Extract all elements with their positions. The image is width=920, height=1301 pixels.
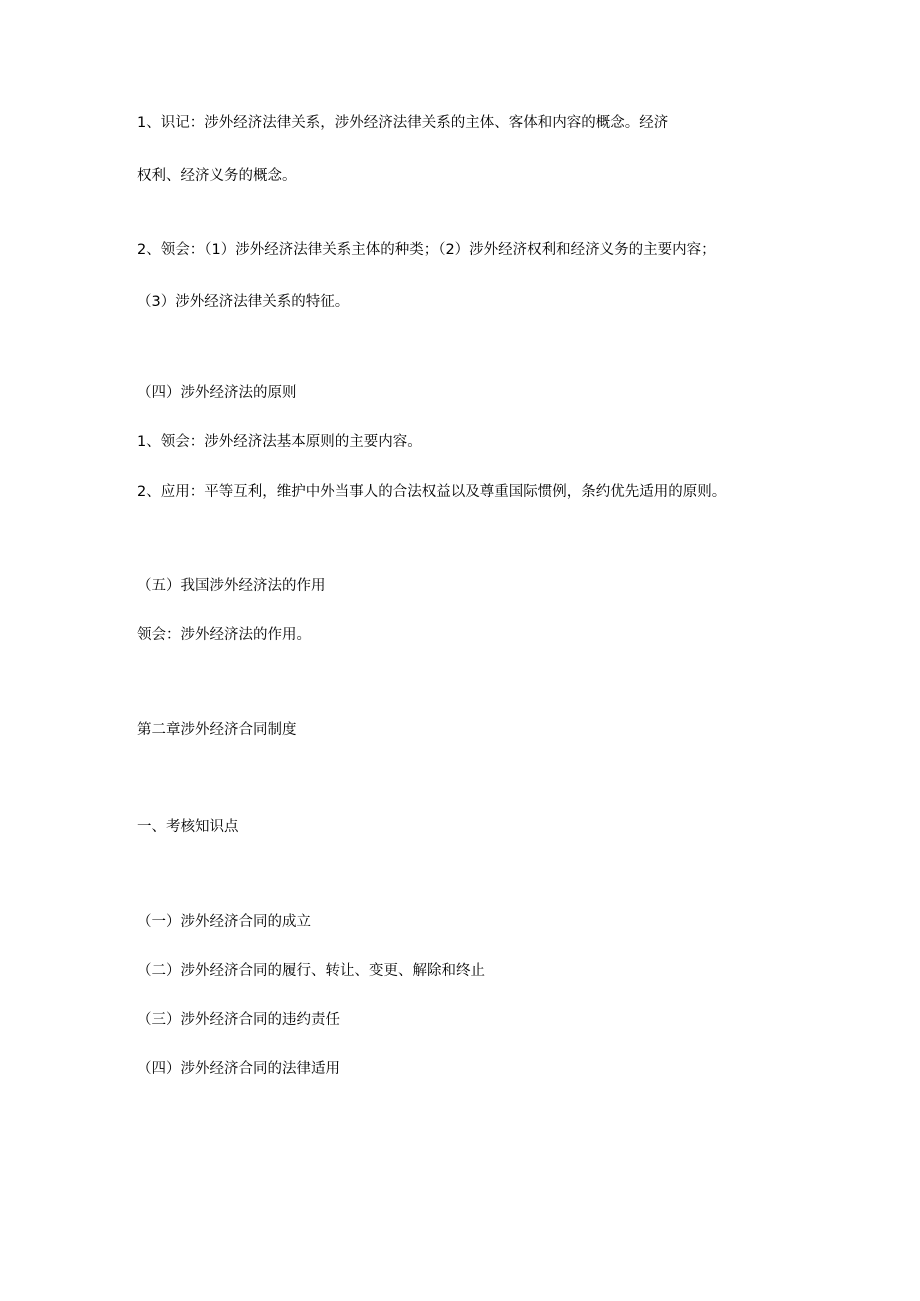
section-heading-knowledge-points: 一、考核知识点 (137, 819, 239, 835)
chapter-heading: 第二章涉外经济合同制度 (137, 722, 297, 738)
text-line-principles-comprehend: 1、领会：涉外经济法基本原则的主要内容。 (137, 434, 422, 450)
list-item-formation: （一）涉外经济合同的成立 (137, 914, 311, 930)
text-line-comprehend: 2、领会：（1）涉外经济法律关系主体的种类；（2）涉外经济权利和经济义务的主要内容； (137, 242, 716, 258)
list-item-performance: （二）涉外经济合同的履行、转让、变更、解除和终止 (137, 963, 485, 979)
section-heading-role: （五）我国涉外经济法的作用 (137, 578, 326, 594)
text-line-principles-apply: 2、应用：平等互利，维护中外当事人的合法权益以及尊重国际惯例，条约优先适用的原则。 (137, 484, 727, 500)
text-line-recall: 1、识记：涉外经济法律关系，涉外经济法律关系的主体、客体和内容的概念。经济 (137, 115, 669, 131)
section-heading-principles: （四）涉外经济法的原则 (137, 385, 297, 401)
text-line-recall-cont: 权利、经济义务的概念。 (137, 168, 297, 184)
list-item-applicable-law: （四）涉外经济合同的法律适用 (137, 1061, 340, 1077)
text-line-comprehend-cont: （3）涉外经济法律关系的特征。 (137, 294, 350, 310)
list-item-liability: （三）涉外经济合同的违约责任 (137, 1012, 340, 1028)
text-line-role-comprehend: 领会：涉外经济法的作用。 (137, 627, 311, 643)
